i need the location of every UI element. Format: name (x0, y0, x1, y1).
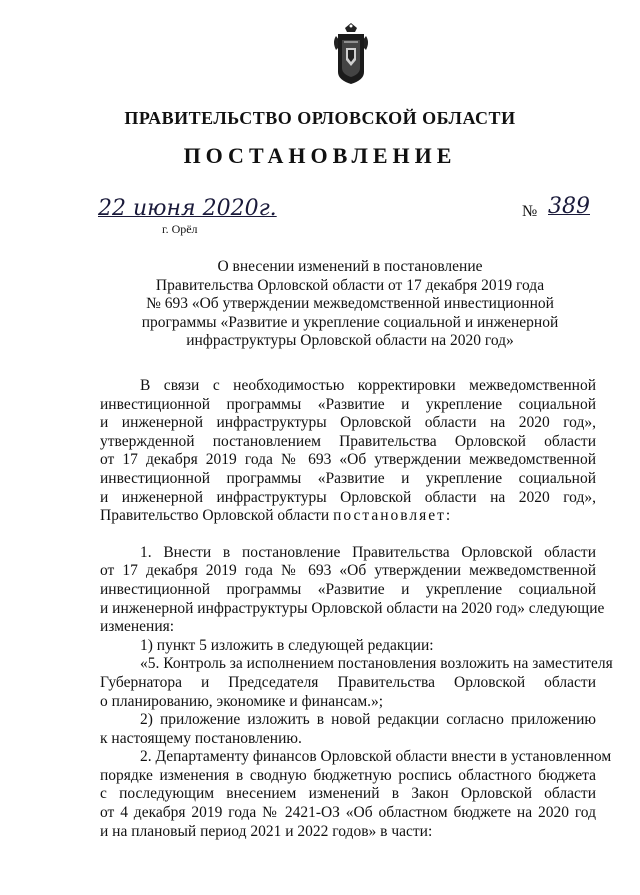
coat-of-arms-emblem (328, 22, 374, 86)
handwritten-date: 22 июня 2020г. (98, 196, 277, 221)
preamble-line: утвержденной постановлением Правительства Орловской области (100, 432, 596, 450)
preamble-line: и инженерной инфраструктуры Орловской области на 2020 год», (100, 414, 596, 432)
subitem-1-2-line: к настоящему постановлению. (100, 729, 302, 747)
quote-line: «5. Контроль за исполнением постановления возложить на заместителя (140, 655, 613, 673)
quote-line: Губернатора и Председателя Правительства Орловской области (100, 673, 596, 691)
item-2-line: 2. Департаменту финансов Орловской области внести в установленном (140, 748, 612, 766)
item-1-line: изменения: (100, 618, 175, 636)
preamble-last-line (100, 507, 596, 526)
document-title (140, 258, 560, 351)
title-line: № 693 «Об утверждении межведомственной инвестиционной (146, 295, 554, 313)
organization-title: ПРАВИТЕЛЬСТВО ОРЛОВСКОЙ ОБЛАСТИ (124, 108, 516, 128)
item-1-line: и инженерной инфраструктуры Орловской области на 2020 год» следующие (100, 599, 605, 617)
resolves-word: постановляет: (333, 507, 453, 525)
item-2-line: с последующим внесением изменений в Закон Орловской области (100, 785, 596, 803)
item-1-line: инвестиционной программы «Развитие и укрепление социальной (100, 580, 596, 598)
preamble-line: от 17 декабря 2019 года № 693 «Об утверждении межведомственной (100, 451, 596, 469)
preamble (100, 377, 596, 526)
subitem-1-2-line: 2) приложение изложить в новой редакции согласно приложению (140, 711, 596, 729)
number-label: № (522, 203, 538, 220)
item-1-line: 1. Внести в постановление Правительства Орловской области (140, 543, 596, 561)
preamble-subject: Правительство Орловской области (100, 507, 334, 525)
item-2-line: и на плановый период 2021 и 2022 годов» в части: (100, 822, 433, 840)
quote-line: о планированию, экономике и финансам.»; (100, 692, 384, 710)
document-type: ПОСТАНОВЛЕНИЕ (183, 143, 457, 168)
item-2 (100, 748, 612, 841)
city-label: г. Орёл (162, 222, 198, 236)
document-body (100, 377, 613, 841)
preamble-line: инвестиционной программы «Развитие и укрепление социальной (100, 469, 596, 487)
title-line: программы «Развитие и укрепление социальной и инженерной (141, 313, 559, 331)
item-1 (100, 543, 613, 749)
handwritten-number: 389 (548, 194, 590, 219)
preamble-line: и инженерной инфраструктуры Орловской области на 2020 год», (100, 488, 596, 506)
title-line: О внесении изменений в постановление (217, 258, 483, 275)
item-2-line: от 4 декабря 2019 года № 2421-ОЗ «Об областном бюджете на 2020 год (100, 804, 596, 822)
preamble-line: инвестиционной программы «Развитие и укрепление социальной (100, 395, 596, 413)
title-line: Правительства Орловской области от 17 декабря 2019 года (155, 276, 545, 294)
item-2-line: порядке изменения в сводную бюджетную роспись областного бюджета (100, 766, 596, 784)
title-line: инфраструктуры Орловской области на 2020 год» (186, 332, 514, 350)
preamble-line: В связи с необходимостью корректировки межведомственной (140, 377, 596, 394)
subitem-1-1: 1) пункт 5 изложить в следующей редакции: (140, 636, 434, 654)
item-1-line: от 17 декабря 2019 года № 693 «Об утверждении межведомственной (100, 562, 596, 580)
